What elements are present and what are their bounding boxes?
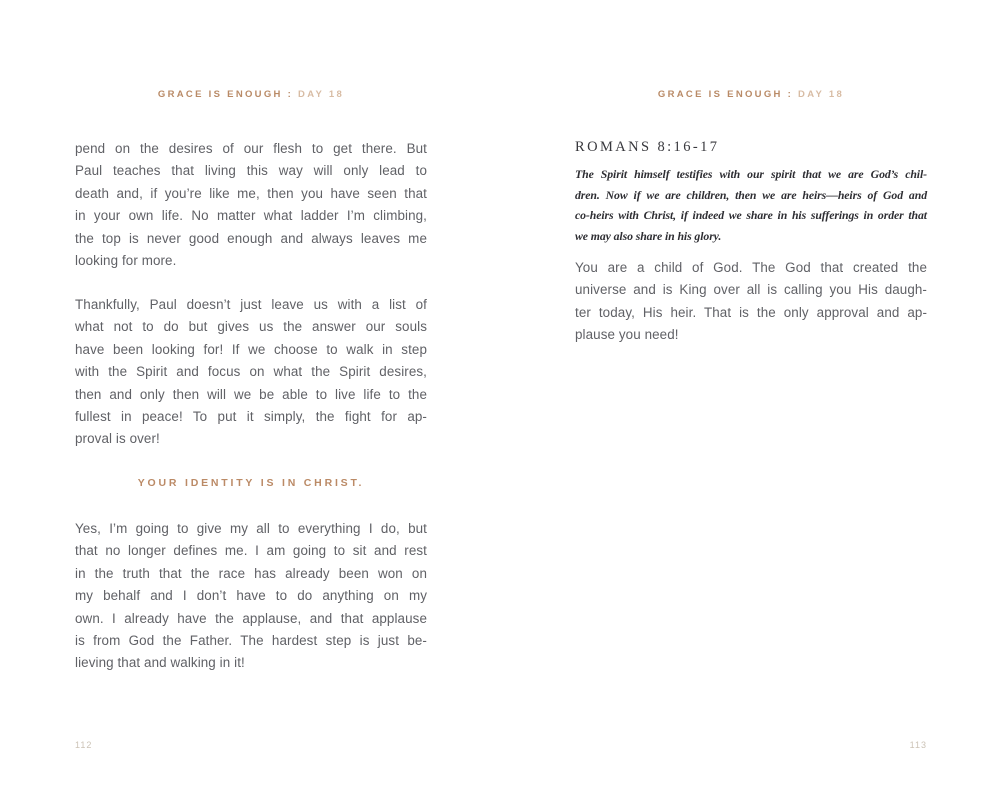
text-line: looking for more.: [75, 253, 177, 269]
text-line: The Spirit himself testifies with our spirit that we are God’s chil-: [575, 167, 927, 181]
left-paragraph-2: [75, 294, 427, 451]
text-line: in the truth that the race has already been won on: [75, 565, 427, 581]
left-paragraph-1: [75, 138, 427, 272]
page-number-right: 113: [909, 740, 927, 750]
text-line: with the Spirit and focus on what the Spirit desires,: [75, 364, 427, 380]
text-line: Paul teaches that living this way will only lead to: [75, 163, 427, 179]
page-right: [575, 0, 927, 800]
text-line: pend on the desires of our flesh to get there. But: [75, 141, 427, 156]
text-line: universe and is King over all is calling you His daugh-: [575, 282, 927, 298]
page-left: [75, 0, 427, 800]
text-line: in your own life. No matter what ladder I’m climbing,: [75, 208, 427, 224]
day-label: DAY 18: [298, 89, 345, 100]
text-line: lieving that and walking in it!: [75, 655, 245, 671]
text-line: Thankfully, Paul doesn’t just leave us with a list of: [75, 297, 427, 312]
left-paragraph-3: [75, 518, 427, 675]
text-line: have been looking for! If we choose to walk in step: [75, 341, 427, 357]
text-line: then and only then will we be able to live life to the: [75, 386, 427, 402]
text-line: Yes, I’m going to give my all to everything I do, but: [75, 521, 427, 536]
book-title: GRACE IS ENOUGH: [157, 89, 283, 100]
right-paragraph-1: [575, 257, 927, 347]
section-heading: YOUR IDENTITY IS IN CHRIST.: [137, 477, 365, 489]
text-line: the top is never good enough and always leaves me: [75, 230, 427, 246]
running-head-separator: :: [782, 89, 799, 100]
text-line: we may also share in his glory.: [575, 228, 722, 243]
text-line: ter today, His heir. That is the only approval and ap-: [575, 304, 927, 320]
scripture-quote: [575, 164, 927, 246]
running-head-left: [75, 89, 427, 100]
text-line: own. I already have the applause, and that applause: [75, 610, 427, 626]
scripture-reference: ROMANS 8:16-17: [575, 139, 720, 155]
text-line: proval is over!: [75, 431, 160, 447]
running-head-right: [575, 89, 927, 100]
day-label: DAY 18: [798, 89, 845, 100]
text-line: plause you need!: [575, 327, 679, 343]
text-line: is from God the Father. The hardest step is just be-: [75, 633, 427, 649]
text-line: fullest in peace! To put it simply, the fight for ap-: [75, 409, 427, 425]
text-line: You are a child of God. The God that created the: [575, 260, 927, 275]
text-line: my behalf and I don’t have to do anything on my: [75, 588, 427, 604]
book-title: GRACE IS ENOUGH: [657, 89, 783, 100]
running-head-separator: :: [282, 89, 299, 100]
text-line: co-heirs with Christ, if indeed we share in his sufferings in order that: [575, 208, 927, 223]
text-line: what not to do but gives us the answer our souls: [75, 319, 427, 335]
text-line: death and, if you’re like me, then you have seen that: [75, 185, 427, 201]
page-number-left: 112: [75, 740, 93, 750]
text-line: that no longer defines me. I am going to sit and rest: [75, 543, 427, 559]
text-line: dren. Now if we are children, then we are heirs—heirs of God and: [575, 187, 927, 202]
